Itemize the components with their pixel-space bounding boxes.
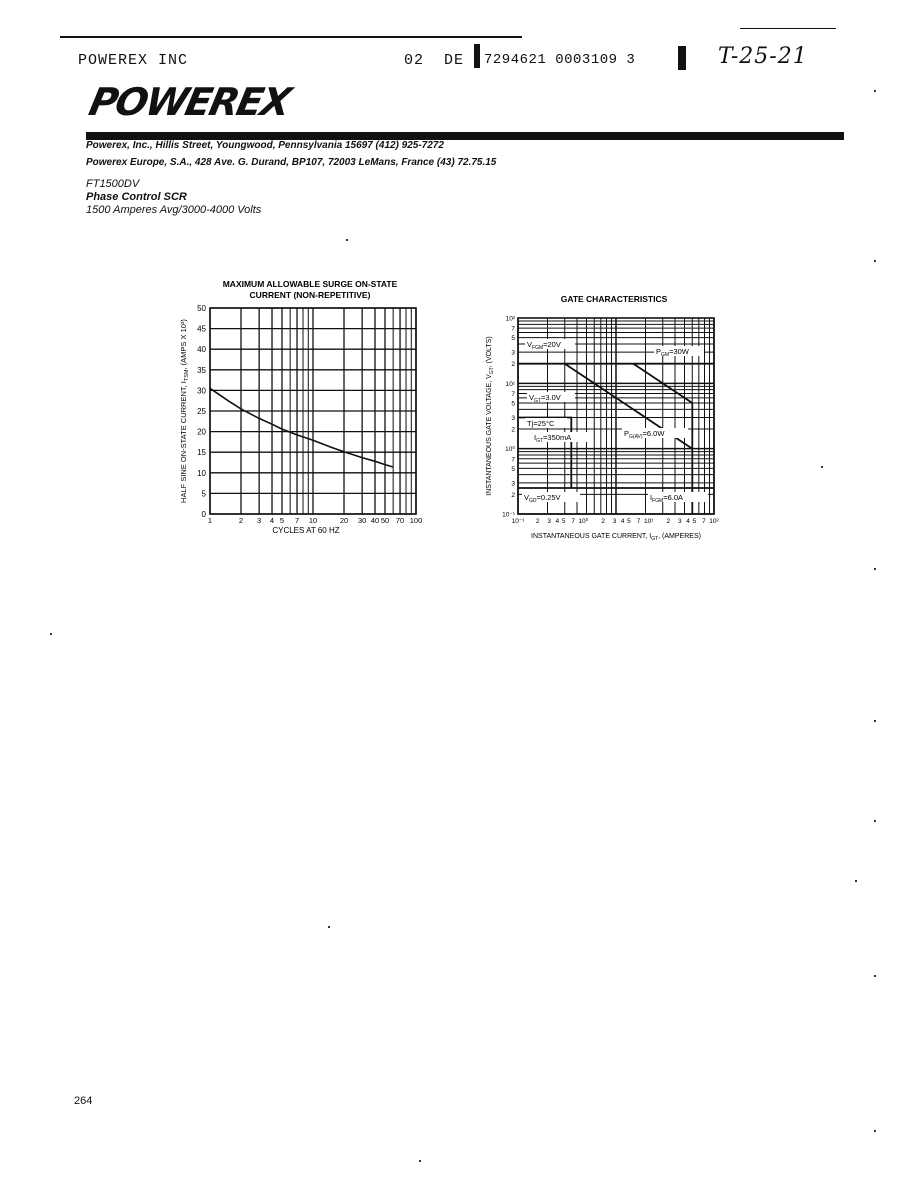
vfgm-val: =20V: [543, 340, 561, 349]
address-us: Powerex, Inc., Hillis Street, Youngwood, Pennsylvania 15697 (412) 925-7272: [86, 140, 444, 151]
surge-x-tick-label: 2: [238, 516, 244, 525]
gate-chart-xlabel-main: INSTANTANEOUS GATE CURRENT, I: [531, 533, 652, 540]
surge-chart-y-ticks: [197, 304, 206, 519]
surge-x-tick-label: 50: [380, 516, 390, 525]
surge-chart-xlabel: CYCLES AT 60 HZ: [272, 526, 340, 535]
section-code: 02 DE: [404, 52, 465, 69]
gate-x-tick-label: 10⁰: [578, 518, 589, 525]
surge-x-tick-label: 100: [409, 516, 423, 525]
surge-x-tick-label: 1: [207, 516, 213, 525]
surge-x-tick-label: 30: [357, 516, 367, 525]
gate-chart-ylabel-sub: GT: [489, 367, 495, 375]
surge-y-tick-label: 30: [197, 386, 206, 396]
gate-chart-xlabel-unit: , (AMPERES): [658, 533, 701, 540]
gate-x-tick-label: 4: [555, 518, 560, 525]
gate-chart-title: GATE CHARACTERISTICS: [560, 294, 668, 304]
ifgm-sub: FGM: [652, 498, 664, 504]
vgt-v: V: [529, 393, 535, 402]
igt-val: =350mA: [543, 433, 572, 442]
gate-x-tick-label: 4: [686, 518, 690, 525]
igt-sub: GT: [536, 438, 544, 444]
gate-x-tick-label: 5: [627, 518, 631, 525]
vgt-val: =3.0V: [540, 393, 561, 402]
vfgm-v: V: [527, 340, 533, 349]
gate-y-tick-label: 10²: [505, 315, 515, 323]
surge-y-tick-label: 40: [197, 345, 206, 355]
surge-y-tick-label: 50: [197, 304, 206, 313]
page-number: 264: [74, 1095, 93, 1107]
gate-x-tick-label: 3: [612, 518, 617, 525]
product-type: Phase Control SCR: [86, 191, 187, 203]
gate-x-tick-label: 5: [561, 518, 566, 525]
gate-y-tick-label: 2: [511, 361, 515, 369]
gate-x-tick-label: 3: [678, 518, 682, 525]
pgav-sub: G(AV): [629, 434, 643, 440]
scan-speck: [874, 568, 876, 570]
scan-speck: [874, 975, 876, 977]
gate-chart-ylabel-main: INSTANTANEOUS GATE VOLTAGE, V: [486, 374, 493, 496]
doc-code: 7294621 0003109 3: [484, 52, 636, 68]
scan-speck: [874, 260, 876, 262]
address-europe: Powerex Europe, S.A., 428 Ave. G. Durand, BP107, 72003 LeMans, France (43) 72.75.15: [86, 157, 497, 168]
surge-y-tick-label: 15: [197, 448, 206, 458]
gate-x-tick-label: 5: [692, 518, 697, 525]
surge-chart-ylabel-main: HALF SINE ON-STATE CURRENT, I: [179, 381, 188, 503]
surge-y-tick-label: 10: [197, 468, 206, 478]
surge-current-chart: [170, 270, 430, 540]
gate-x-tick-label: 2: [666, 518, 671, 525]
logo-rule: [86, 132, 844, 140]
gate-y-tick-label: 2: [511, 491, 515, 499]
gate-x-tick-label: 3: [547, 518, 551, 525]
gate-chart-x-ticks: [512, 517, 720, 525]
gate-series-line: [518, 418, 571, 489]
scan-speck: [346, 239, 348, 241]
gate-y-tick-label: 5: [511, 400, 515, 408]
surge-chart-series-line: [210, 388, 393, 467]
scan-speck: [50, 633, 52, 635]
gate-y-tick-label: 10⁻¹: [502, 511, 515, 519]
scan-speck: [874, 820, 876, 822]
gate-chart-y-ticks: [502, 316, 516, 519]
surge-x-tick-label: 5: [279, 516, 285, 525]
gate-y-tick-label: 2: [511, 426, 515, 434]
scan-speck: [874, 720, 876, 722]
vgt-sub: GT: [534, 398, 541, 404]
gate-chart-xlabel: [531, 533, 701, 542]
gate-chart-ylabel-unit: , (VOLTS): [486, 336, 493, 368]
igt-i: I: [534, 433, 537, 442]
surge-y-tick-label: 35: [197, 365, 206, 375]
pgm-sub: GM: [661, 352, 670, 358]
surge-x-tick-label: 40: [370, 516, 380, 525]
surge-x-tick-label: 3: [257, 516, 262, 525]
surge-x-tick-label: 4: [269, 516, 275, 525]
surge-chart-x-ticks: [208, 516, 422, 525]
surge-x-tick-label: 70: [395, 516, 405, 525]
gate-y-tick-label: 5: [511, 465, 515, 473]
product-model: FT1500DV: [86, 178, 140, 190]
pgm-val: =30W: [669, 347, 689, 356]
vgd-sub: GD: [529, 498, 537, 504]
gate-y-tick-label: 10¹: [505, 380, 515, 388]
gate-y-tick-label: 3: [511, 414, 515, 422]
vgt-label: [529, 393, 561, 404]
gate-chart-ylabel: [486, 336, 495, 495]
surge-chart-title-line1: MAXIMUM ALLOWABLE SURGE ON-STATE: [222, 279, 398, 289]
gate-y-tick-label: 7: [511, 456, 515, 464]
gate-x-tick-label: 2: [601, 518, 605, 525]
gate-x-tick-label: 10²: [709, 518, 719, 525]
gate-y-tick-label: 3: [511, 349, 515, 357]
surge-x-tick-label: 7: [294, 516, 300, 525]
pgm-p: P: [656, 347, 662, 356]
barcode-mark-right: [678, 46, 686, 70]
pgav-p: P: [624, 429, 630, 438]
gate-x-tick-label: 10⁻¹: [511, 518, 525, 525]
ifgm-val: =6.0A: [663, 493, 684, 502]
scan-speck: [419, 1160, 421, 1162]
surge-y-tick-label: 25: [197, 407, 206, 416]
ifgm-i: I: [650, 493, 653, 502]
pgav-val: =6.0W: [642, 429, 665, 438]
surge-x-tick-label: 10: [308, 516, 318, 525]
scan-speck: [874, 1130, 876, 1132]
vgd-v: V: [524, 493, 530, 502]
gate-x-tick-label: 7: [571, 518, 576, 525]
surge-y-tick-label: 20: [197, 427, 206, 437]
gate-chart-xlabel-sub: GT: [651, 536, 659, 542]
product-rating: 1500 Amperes Avg/3000-4000 Volts: [86, 204, 262, 216]
surge-chart-title-line2: CURRENT (NON-REPETITIVE): [249, 290, 371, 300]
surge-chart-ylabel-sub: TSM: [184, 369, 190, 382]
surge-chart-grid: [210, 308, 416, 514]
scan-speck: [328, 926, 330, 928]
surge-x-tick-label: 20: [339, 516, 349, 525]
company-code: POWEREX INC: [78, 52, 189, 69]
barcode-mark-left: [474, 44, 480, 68]
scan-speck: [855, 880, 857, 882]
handwritten-ref: T-25-21: [718, 44, 808, 69]
product-block: [86, 178, 261, 217]
surge-chart-ylabel: [179, 319, 190, 503]
top-rule-right: [740, 28, 836, 29]
gate-x-tick-label: 10¹: [643, 518, 654, 525]
vfgm-sub: FGM: [532, 345, 544, 351]
top-rule: [60, 36, 522, 38]
tj-label: Tj=25°C: [527, 419, 555, 428]
gate-y-tick-label: 10⁰: [505, 446, 515, 454]
gate-y-tick-label: 5: [511, 335, 515, 343]
gate-characteristics-chart: [478, 288, 738, 553]
powerex-logo: POWEREX: [85, 80, 294, 124]
gate-x-tick-label: 2: [535, 518, 540, 525]
vgd-val: =0.25V: [536, 493, 561, 502]
scan-speck: [874, 90, 876, 92]
surge-y-tick-label: 0: [201, 510, 206, 519]
scan-speck: [821, 466, 823, 468]
surge-y-tick-label: 5: [201, 489, 206, 499]
gate-x-tick-label: 7: [636, 518, 641, 525]
gate-y-tick-label: 7: [511, 390, 515, 398]
gate-y-tick-label: 3: [511, 480, 515, 488]
gate-y-tick-label: 7: [511, 325, 515, 333]
surge-chart-ylabel-unit: , (AMPS X 10³): [179, 319, 188, 370]
surge-y-tick-label: 45: [197, 324, 206, 334]
gate-x-tick-label: 7: [702, 518, 706, 525]
gate-x-tick-label: 4: [620, 518, 625, 525]
